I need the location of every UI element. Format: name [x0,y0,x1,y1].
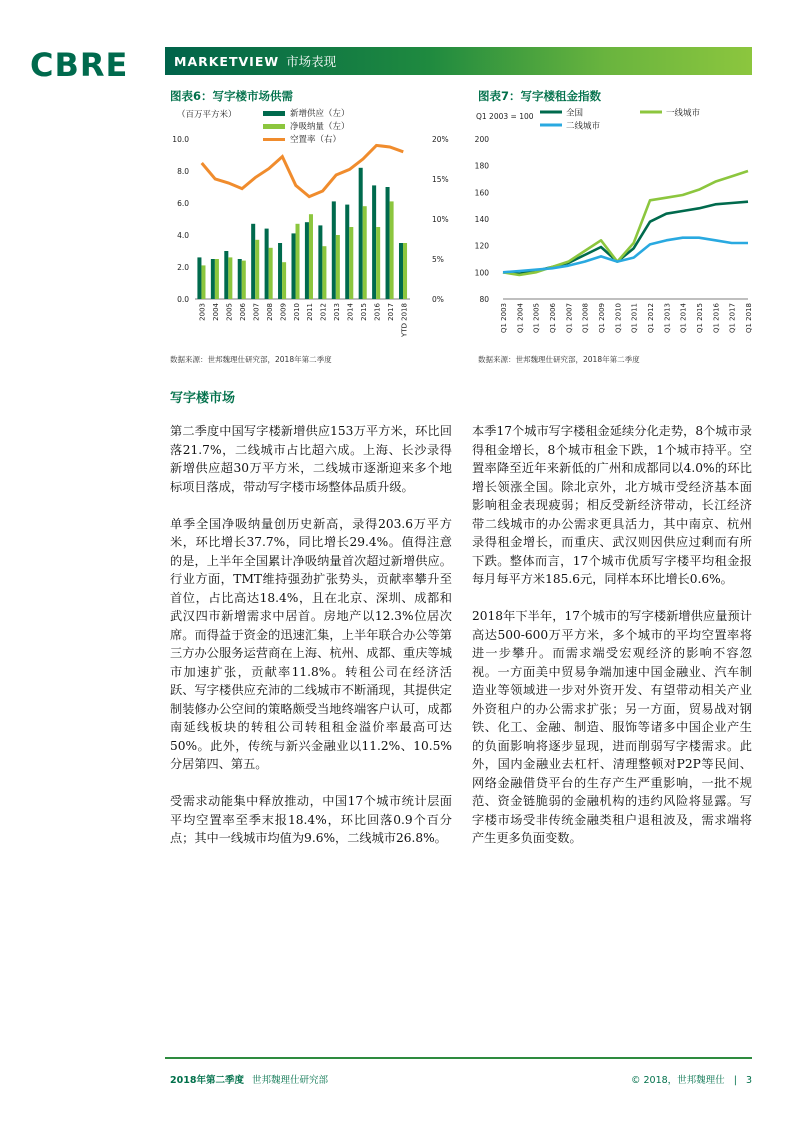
x-tick-label: 2004 [212,303,221,321]
bar-supply [265,229,269,299]
bar-absorption [309,214,313,299]
bar-absorption [336,235,340,299]
bar-absorption [242,261,246,299]
y-axis-label: （百万平方米） [177,110,237,120]
legend-label: 一线城市 [666,108,701,119]
y-tick-label: 2.0 [177,263,189,272]
paragraph: 本季17个城市写字楼租金延续分化走势，8个城市录得租金增长，8个城市租金下跌，1个城市持平。空置率降至近年来新低的广州和成都同以4.0%的环比增长领涨全国。除北京外，北方城市受经济基本面影响租金表现疲弱；相反受新经济带动，长江经济带二线城市的办公需求更具活力，其中南京、杭州录得租金增长，而重庆、武汉则因供应过剩而有所下跌。整体而言，17个城市优质写字楼平均租金报每月每平方米185.6元，同样本环比增长0.6%。 [472,424,752,586]
bar-absorption [255,240,259,299]
footer-divider [165,1057,752,1059]
bar-absorption [282,262,286,299]
y-tick-label: 160 [474,188,489,198]
footer-left [170,1072,328,1086]
bar-supply [211,259,215,299]
bar-supply [224,251,228,299]
x-tick-label: 2012 [319,303,328,321]
y-tick-label: 8.0 [177,167,189,176]
x-tick-label: Q1 2016 [712,303,721,334]
x-tick-label: YTD 2018 [400,303,409,337]
y-tick-label: 200 [474,135,489,144]
bar-absorption [228,257,232,299]
x-tick-label: 2017 [386,303,395,321]
bar-absorption [403,243,407,299]
x-tick-label: Q1 2006 [549,303,557,334]
bar-supply [345,205,349,299]
x-tick-label: 2006 [239,303,248,321]
x-tick-label: 2014 [346,303,355,321]
bar-supply [372,185,376,299]
right-column [472,422,752,866]
footer-copyright: © 2018，世邦魏理仕 [630,1075,725,1086]
y2-tick-label: 0% [432,295,444,304]
bar-absorption [349,227,353,299]
paragraph: 单季全国净吸纳量创历史新高，录得203.6万平方米，环比增长37.7%，同比增长29.4%。值得注意的是，上半年全国累计净吸纳量首次超过新增供应。行业方面，TMT维持强劲扩张势头，贡献率攀升至首位，占比高达18.4%，且在北京、深圳、成都和武汉四市新增需求中居首。房地产以12.3%位居次席。而得益于资金的迅速汇集，上半年联合办公等第三方办公服务运营商在上海、杭州、成都、重庆等城市加速扩张，贡献率11.8%。转租公司在经济活跃、写字楼供应充沛的二线城市不断涌现，其提供定制装修办公空间的策略颇受当地终端客户认可，成都南延线板块的转租公司转租租金溢价率最高可达50%。此外，传统与新兴金融业以11.2%、10.5%分居第四、第五。 [170,516,452,771]
y-axis-label: Q1 2003 = 100 [476,112,534,121]
x-tick-label: 2005 [225,303,234,321]
left-column [170,422,452,866]
y-tick-label: 180 [474,161,489,171]
x-tick-label: 2003 [198,303,207,321]
x-tick-label: Q1 2005 [532,303,541,334]
x-tick-label: 2007 [252,303,261,321]
chart7-source: 数据来源：世邦魏理仕研究部，2018年第二季度 [478,355,640,364]
y-tick-label: 6.0 [177,199,189,208]
y2-tick-label: 15% [432,175,449,184]
y-tick-label: 0.0 [177,295,189,304]
y-tick-label: 140 [474,215,489,224]
banner-text [174,52,336,70]
x-tick-label: Q1 2010 [614,303,623,334]
marketview-label: MARKETVIEW [174,54,280,69]
x-tick-label: 2010 [292,303,301,321]
y-tick-label: 4.0 [177,231,189,240]
x-tick-label: Q1 2014 [679,303,688,334]
bar-absorption [269,248,273,299]
x-tick-label: 2016 [373,303,382,321]
paragraph: 受需求动能集中释放推动，中国17个城市统计层面平均空置率至季末报18.4%，环比回落0.9个百分点；其中一线城市均值为9.6%，二线城市26.8%。 [170,794,452,845]
chart6-title: 图表6：写字楼市场供需 [170,89,294,103]
cbre-logo: CBRE [30,46,129,84]
paragraph: 第二季度中国写字楼新增供应153万平方米，环比回落21.7%，二线城市占比超六成。上海、长沙录得新增供应超30万平方米，二线城市逐渐迎来多个地标项目落成，带动写字楼市场整体品质升级。 [170,424,452,494]
chart7-rent-index [470,103,760,348]
bar-supply [305,222,309,299]
footer-right [631,1072,752,1086]
footer-dept: 世邦魏理仕研究部 [251,1075,328,1086]
y-tick-label: 80 [479,295,489,304]
chart6-source: 数据来源：世邦魏理仕研究部，2018年第二季度 [170,355,332,364]
x-tick-label: Q1 2015 [696,303,704,334]
x-tick-label: Q1 2018 [745,303,753,334]
bar-supply [251,224,255,299]
legend-swatch [263,124,285,129]
page-number: 3 [745,1075,752,1086]
legend-label: 净吸纳量（左） [290,122,350,132]
legend-swatch [263,111,285,116]
bar-absorption [322,246,326,299]
bar-supply [318,225,322,299]
x-tick-label: Q1 2011 [630,303,639,334]
bar-absorption [390,201,394,299]
section-title: 写字楼市场 [170,391,236,406]
x-tick-label: Q1 2013 [663,303,672,334]
footer-quarter: 2018年第二季度 [170,1075,244,1086]
legend-label: 二线城市 [566,121,601,132]
bar-supply [278,243,282,299]
bar-supply [359,168,363,299]
x-tick-label: Q1 2004 [516,303,525,334]
x-tick-label: Q1 2017 [728,303,737,334]
bar-supply [238,259,242,299]
x-tick-label: 2009 [279,303,288,321]
bar-absorption [296,224,300,299]
bar-supply [386,187,390,299]
y2-tick-label: 5% [432,255,444,264]
y-tick-label: 10.0 [172,135,189,144]
header-banner [165,47,752,75]
x-tick-label: Q1 2009 [598,303,606,334]
bar-absorption [376,227,380,299]
x-tick-label: 2011 [306,303,315,321]
x-tick-label: 2013 [333,303,342,321]
x-tick-label: Q1 2007 [565,303,574,334]
section-label: 市场表现 [286,54,337,69]
x-tick-label: 2015 [359,303,368,321]
bar-supply [332,201,336,299]
footer-separator: | [733,1075,737,1086]
y-tick-label: 120 [474,241,489,251]
chart7-title: 图表7：写字楼租金指数 [478,89,602,103]
y-tick-label: 100 [474,268,489,278]
y2-tick-label: 10% [432,215,449,224]
x-tick-label: Q1 2012 [647,303,655,334]
x-tick-label: Q1 2008 [581,303,590,334]
line-national [503,202,748,274]
legend-label: 新增供应（左） [290,109,350,119]
legend-label: 空置率（右） [290,135,342,145]
bar-absorption [201,265,205,299]
bar-supply [291,233,295,299]
bar-absorption [215,259,219,299]
bar-absorption [363,206,367,299]
paragraph: 2018年下半年，17个城市的写字楼新增供应量预计高达500-600万平方米，多个城市的平均空置率将进一步攀升。而需求端受宏观经济的影响不容忽视。一方面美中贸易争端加速中国金融业、汽车制造业等领域进一步对外资开发、有望带动相关产业外资租户的办公需求扩张；另一方面，贸易战对钢铁、化工、金融、制造、服饰等诸多中国企业产生的负面影响将逐步显现，进而削弱写字楼需求。此外，国内金融业去杠杆、清理整顿对P2P等民间、网络金融借贷平台的生存产生严重影响，一批不规范、资金链脆弱的金融机构的违约风险将显露。写字楼市场受非传统金融类租户退租波及，需求端将产生更多负面变数。 [472,609,752,845]
bar-supply [399,243,403,299]
y2-tick-label: 20% [432,135,449,144]
chart6-supply-demand [165,103,465,348]
x-tick-label: Q1 2003 [500,303,508,334]
bar-supply [197,257,201,299]
x-tick-label: 2008 [265,303,274,321]
legend-label: 全国 [566,108,584,119]
